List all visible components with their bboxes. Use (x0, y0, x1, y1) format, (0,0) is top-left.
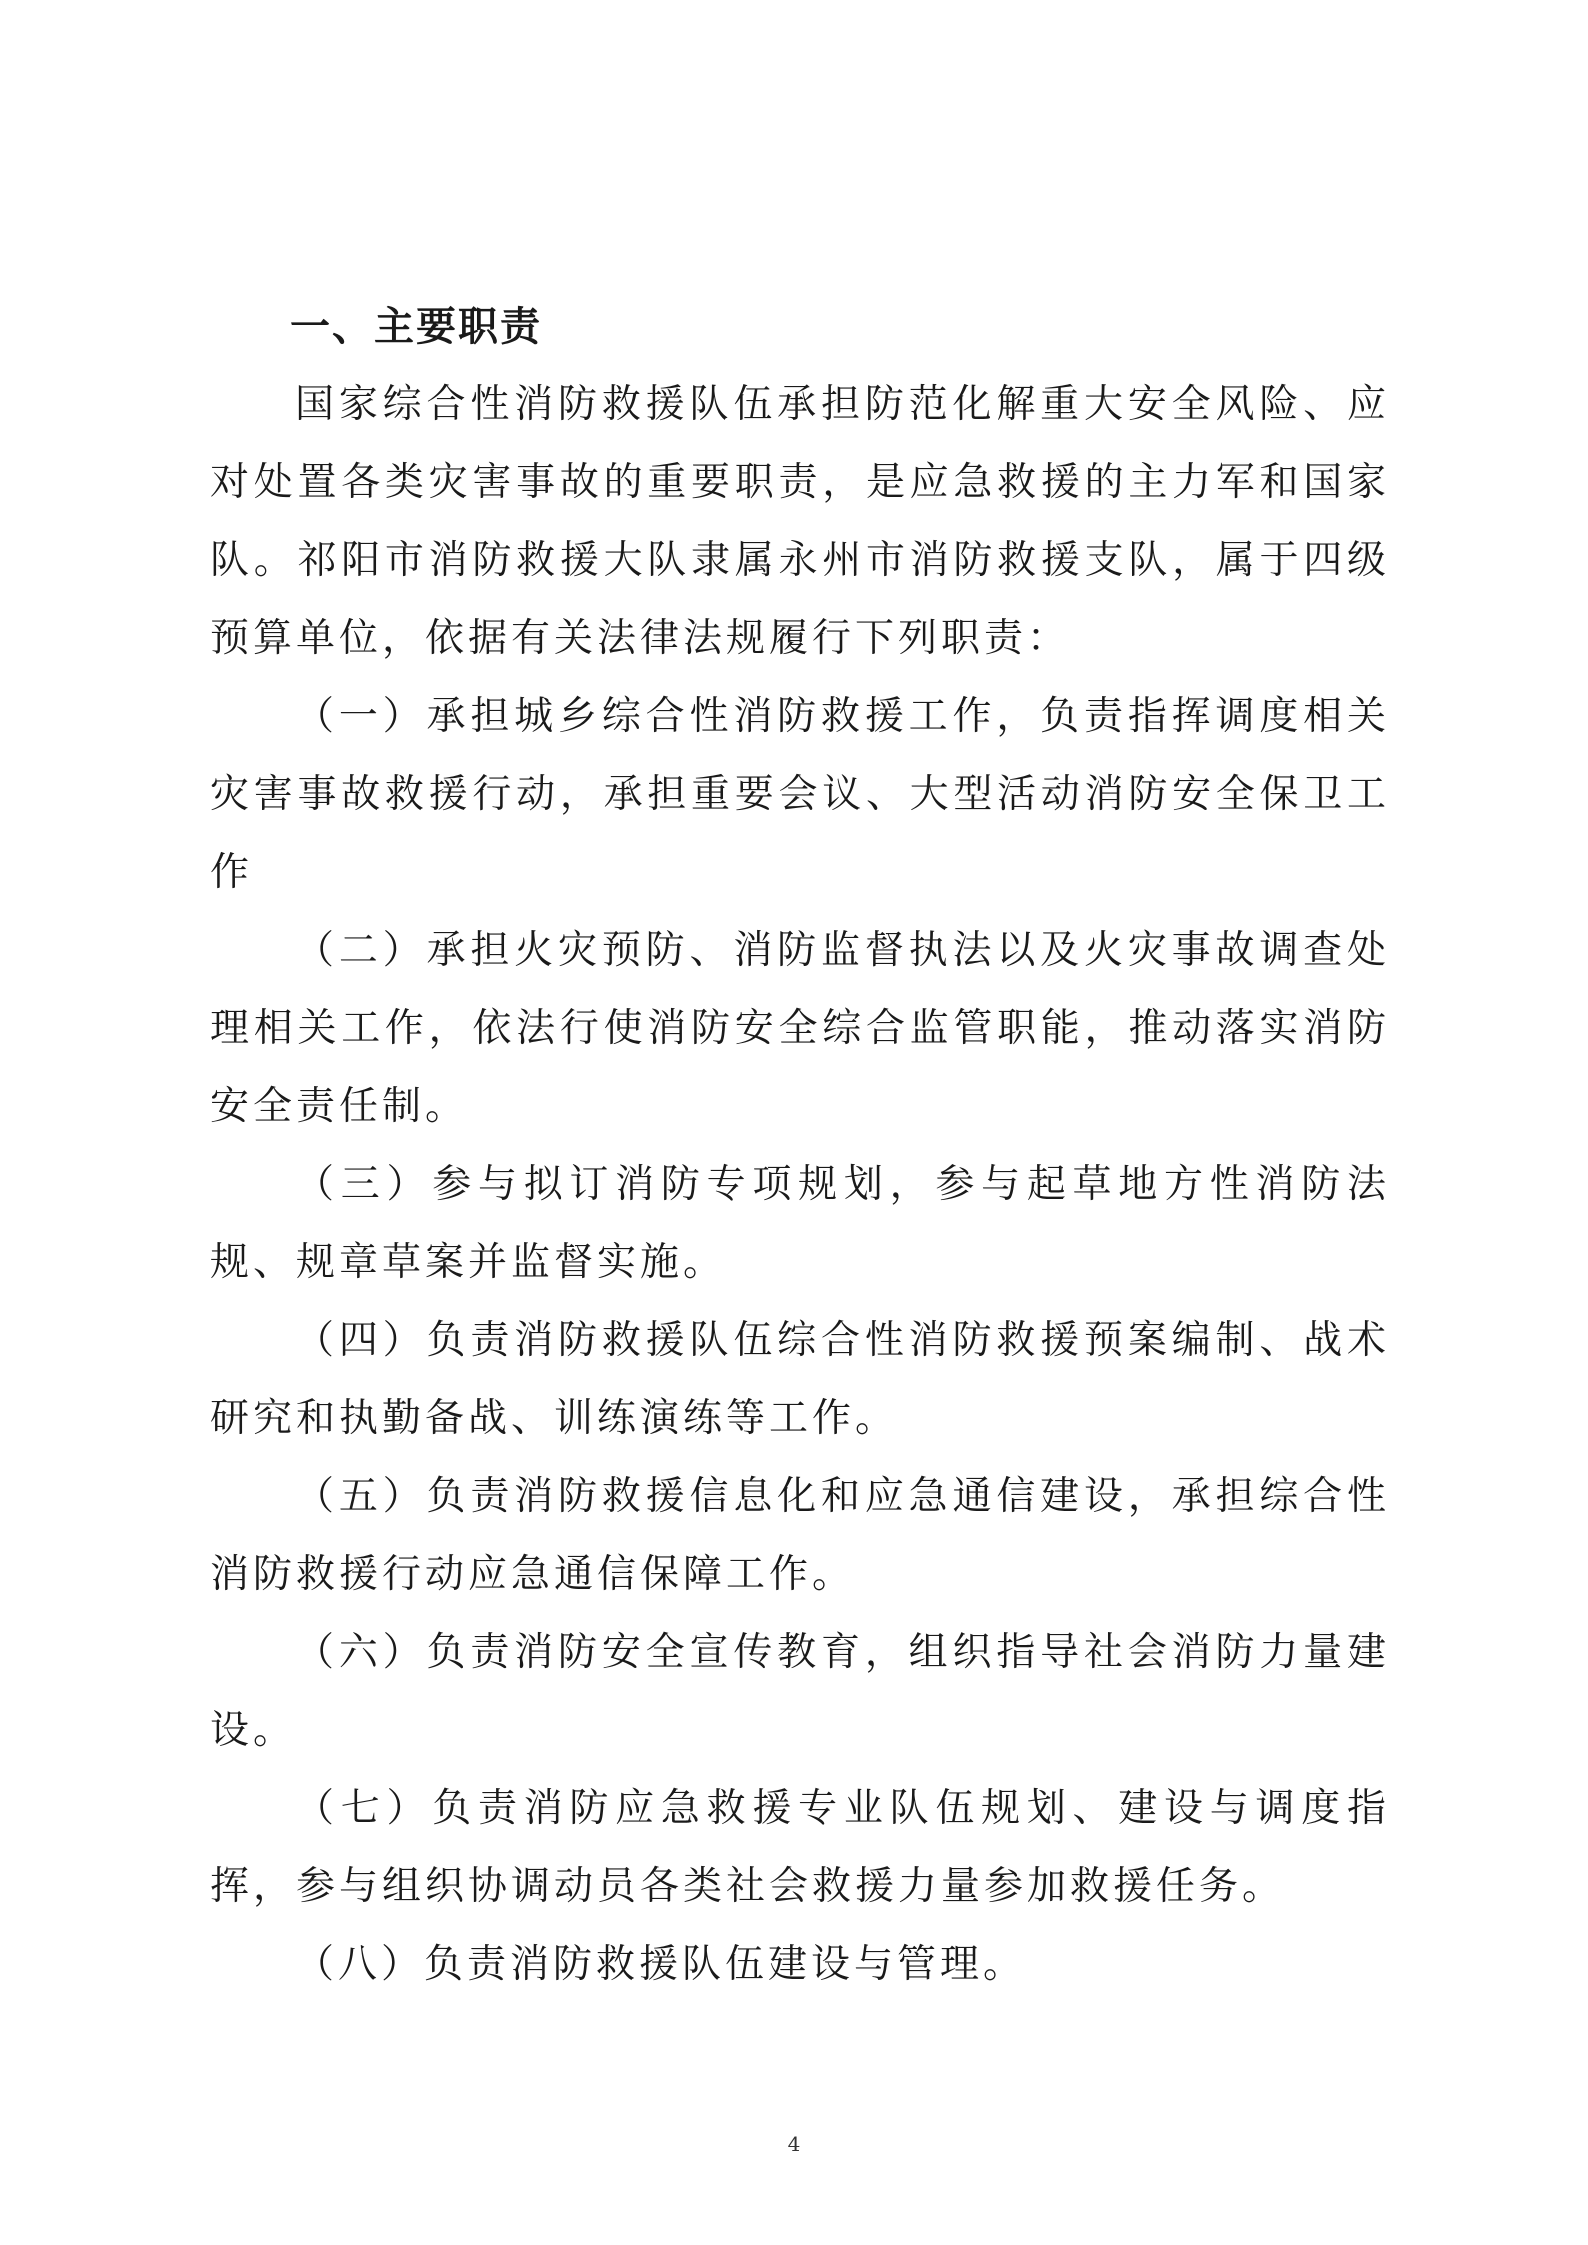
intro-paragraph: 国家综合性消防救援队伍承担防范化解重大安全风险、应对处置各类灾害事故的重要职责，是应急救援的主力军和国家队。祁阳市消防救援大队隶属永州市消防救援支队，属于四级预算单位，依据有关法律法规履行下列职责： (210, 382, 1390, 661)
section-heading: 一、主要职责 (290, 304, 542, 350)
duty-item-7: （七）负责消防应急救援专业队伍规划、建设与调度指挥，参与组织协调动员各类社会救援力量参加救援任务。 (210, 1786, 1390, 1909)
document-body (210, 288, 1390, 2004)
page-number: 4 (787, 2132, 801, 2156)
duty-item-4: （四）负责消防救援队伍综合性消防救援预案编制、战术研究和执勤备战、训练演练等工作。 (210, 1318, 1390, 1441)
duty-item-2: （二）承担火灾预防、消防监督执法以及火灾事故调查处理相关工作，依法行使消防安全综合监管职能，推动落实消防安全责任制。 (210, 928, 1390, 1129)
duty-item-8: （八）负责消防救援队伍建设与管理。 (295, 1942, 1027, 1987)
duty-item-1: （一）承担城乡综合性消防救援工作，负责指挥调度相关灾害事故救援行动，承担重要会议、大型活动消防安全保卫工作 (210, 694, 1390, 895)
duty-item-5: （五）负责消防救援信息化和应急通信建设，承担综合性消防救援行动应急通信保障工作。 (210, 1474, 1390, 1597)
duty-item-3: （三）参与拟订消防专项规划，参与起草地方性消防法规、规章草案并监督实施。 (210, 1162, 1390, 1285)
duty-item-6: （六）负责消防安全宣传教育，组织指导社会消防力量建设。 (210, 1630, 1390, 1753)
